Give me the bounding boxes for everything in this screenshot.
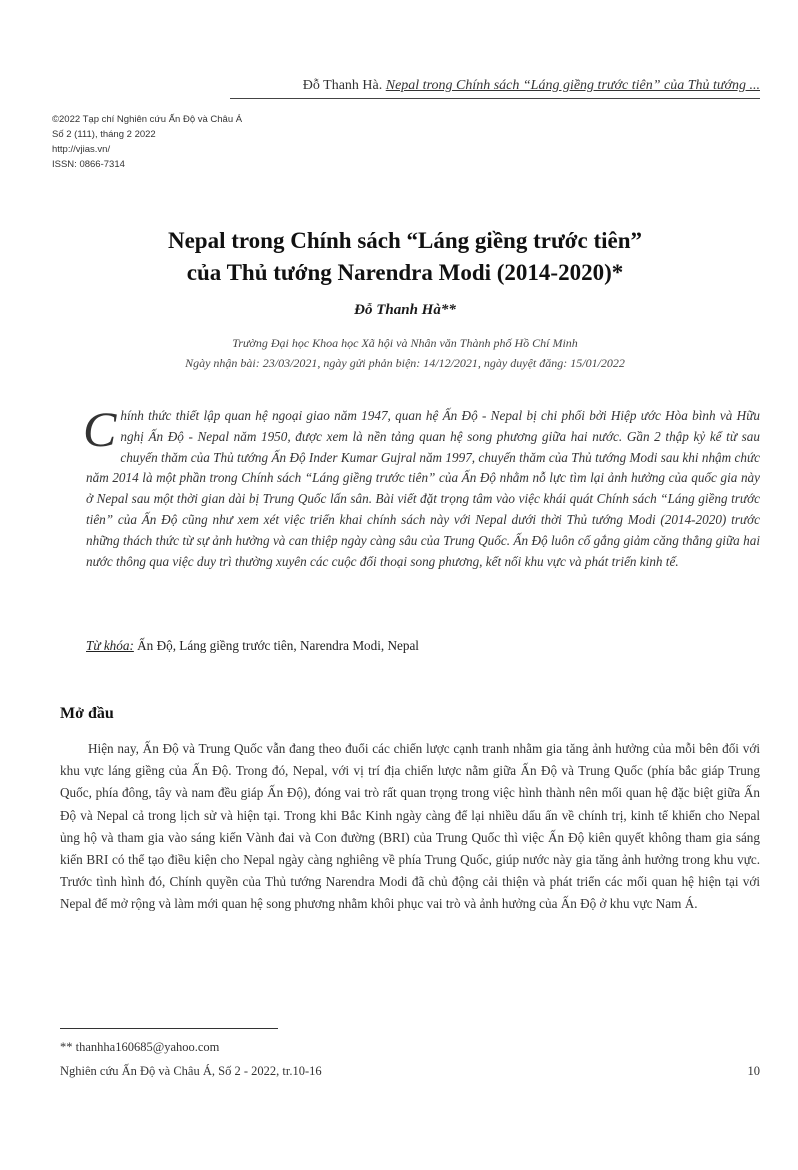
article-author: Đỗ Thanh Hà** [354,302,456,318]
journal-issue: Số 2 (111), tháng 2 2022 [52,129,156,140]
article-title-line2: của Thủ tướng Narendra Modi (2014-2020)* [186,260,624,285]
footnote: ** thanhha160685@yahoo.com [60,1040,220,1054]
body-paragraph [60,738,760,916]
abstract-dropcap: C [83,401,117,457]
journal-info [52,112,242,172]
journal-copyright: ©2022 Tạp chí Nghiên cứu Ấn Độ và Châu Á [52,114,243,125]
running-head-title: Nepal trong Chính sách “Láng giềng trước tiên” của Thủ tướng ... [385,78,760,93]
article-title-line1: Nepal trong Chính sách “Láng giềng trước tiên” [167,228,642,253]
section-heading: Mở đầu [60,705,114,722]
footnote-divider [60,1028,278,1029]
body-paragraph-text: Hiện nay, Ấn Độ và Trung Quốc vẫn đang theo đuổi các chiến lược cạnh tranh nhằm gia tăng ảnh hưởng của mỗi bên đối với khu vực láng giềng của Ấn Độ. Trong đó, Nepal, với vị trí địa chiến lược nằm giữa Ấn Độ và Trung Quốc (phía bắc giáp Trung Quốc, phía đông, tây và nam đều giáp Ấn Độ), đóng vai trò rất quan trọng trong việc hình thành nên mối quan hệ đặc biệt giữa Ấn Độ và Nepal cả trong lịch sử và hiện tại. Trong khi Bắc Kinh ngày càng để lại nhiều dấu ấn về chính trị, kinh tế khiến cho Nepal ủng hộ và tham gia vào sáng kiến Vành đai và Con đường (BRI) của Trung Quốc thì việc Ấn Độ kiên quyết không tham gia sáng kiến BRI có thể tạo điều kiện cho Nepal ngày càng nghiêng về phía Trung Quốc, giúp nước này gia tăng ảnh hưởng trong khu vực. Trước tình hình đó, Chính quyền của Thủ tướng Narendra Modi đã chủ động cải thiện và phát triển các mối quan hệ hiện tại với Nepal để mở rộng và làm mới quan hệ song phương nhằm khôi phục vai trò và ảnh hưởng của Ấn Độ ở khu vực Nam Á. [60,741,760,912]
page-number: 10 [747,1064,760,1078]
keywords [86,638,760,654]
journal-issn: ISSN: 0866-7314 [52,159,125,170]
running-head-author: Đỗ Thanh Hà. [302,78,383,93]
keywords-label: Từ khóa: [86,638,134,653]
article-dates: Ngày nhận bài: 23/03/2021, ngày gửi phản biện: 14/12/2021, ngày duyệt đăng: 15/01/2022 [185,356,625,370]
page-footer [60,1064,760,1079]
footer-citation: Nghiên cứu Ấn Độ và Châu Á, Số 2 - 2022, tr.10-16 [60,1064,322,1078]
abstract [83,401,760,572]
abstract-text: hính thức thiết lập quan hệ ngoại giao năm 1947, quan hệ Ấn Độ - Nepal bị chi phối bởi Hiệp ước Hòa bình và Hữu nghị Ấn Độ - Nepal năm 1950, được xem là nền tảng quan hệ song phương giữa hai nước. Gần 2 thập kỷ kể từ sau chuyến thăm của Thủ tướng Ấn Độ Inder Kumar Gujral năm 1997, chuyến thăm của Thủ tướng Modi sau khi nhậm chức năm 2014 là một phần trong Chính sách “Láng giềng trước tiên” của Ấn Độ nhằm nỗ lực tìm lại ảnh hưởng của quốc gia này ở Nepal sau một thời gian dài bị Trung Quốc lấn sân. Bài viết đặt trọng tâm vào việc khái quát Chính sách “Láng giềng trước tiên” của Ấn Độ cũng như xem xét việc triển khai chính sách này với Nepal dưới thời Thủ tướng Modi (2014-2020) trước những thách thức từ sự ảnh hưởng và can thiệp ngày càng sâu của Trung Quốc. Ấn Độ luôn cố gắng giảm căng thẳng giữa hai nước thông qua việc duy trì thường xuyên các cuộc đối thoại song phương, kết nối khu vực và phát triển kinh tế. [86,408,760,569]
article-title [60,225,750,289]
article-affiliation-block [60,333,750,373]
running-head [230,78,760,99]
article-affiliation: Trường Đại học Khoa học Xã hội và Nhân văn Thành phố Hồ Chí Minh [232,336,578,350]
journal-url[interactable]: http://vjias.vn/ [52,144,111,155]
keywords-text: Ấn Độ, Láng giềng trước tiên, Narendra Modi, Nepal [133,638,419,653]
